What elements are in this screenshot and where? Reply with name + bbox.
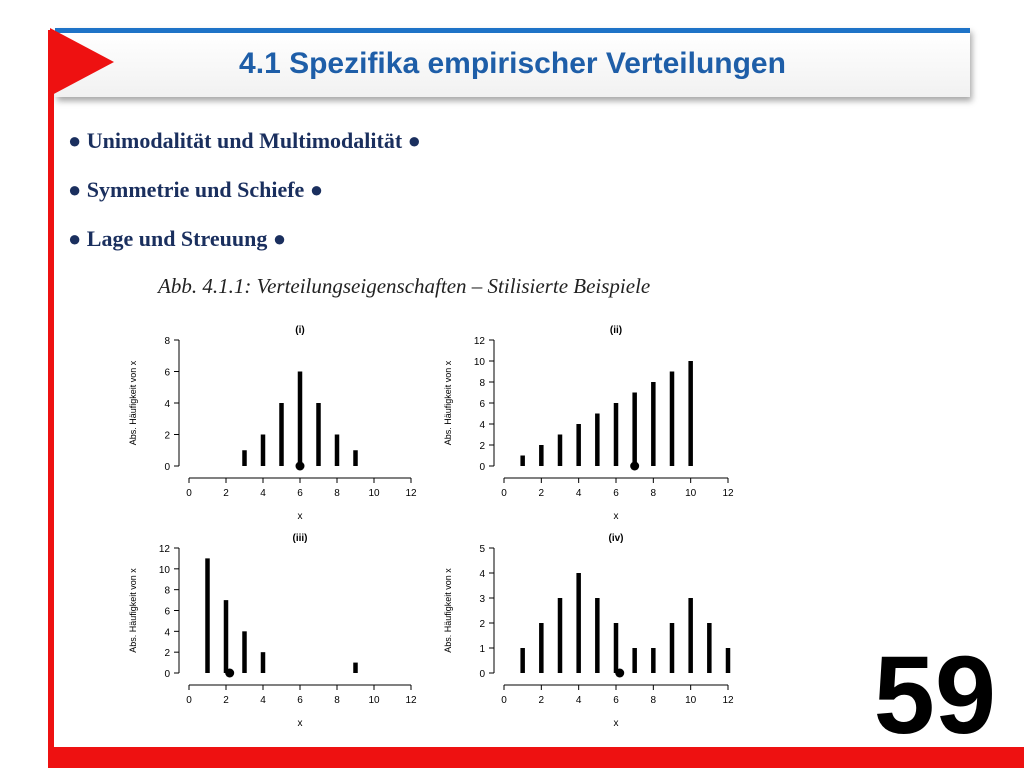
x-tick-label: 6 xyxy=(297,695,303,706)
marker-dot xyxy=(296,462,305,471)
x-axis-label: x xyxy=(297,718,303,729)
x-tick-label: 10 xyxy=(368,695,380,706)
x-tick-label: 0 xyxy=(186,488,192,499)
y-tick-label: 10 xyxy=(473,357,485,368)
y-tick-label: 12 xyxy=(158,544,170,555)
x-tick-label: 12 xyxy=(405,488,417,499)
x-tick-label: 6 xyxy=(297,488,303,499)
marker-dot xyxy=(630,462,639,471)
y-tick-label: 4 xyxy=(164,627,170,639)
x-tick-label: 10 xyxy=(685,695,697,706)
y-tick-label: 2 xyxy=(479,619,485,630)
chart-title: (iv) xyxy=(608,533,624,544)
chart-title: (iii) xyxy=(292,533,308,544)
y-tick-label: 5 xyxy=(479,544,485,555)
bullet-item: ● Symmetrie und Schiefe ● xyxy=(68,177,324,202)
x-tick-label: 0 xyxy=(186,695,192,706)
y-tick-label: 2 xyxy=(164,430,170,442)
bullet-item: ● Lage und Streuung ● xyxy=(68,226,287,251)
figure-caption: Abb. 4.1.1: Verteilungseigenschaften – Stilisierte Beispiele xyxy=(158,274,651,298)
y-tick-label: 2 xyxy=(479,441,485,452)
x-tick-label: 12 xyxy=(722,695,734,706)
y-tick-label: 0 xyxy=(164,669,170,680)
y-axis-label: Abs. Häufigkeit von x xyxy=(443,568,453,653)
x-tick-label: 0 xyxy=(501,488,507,499)
x-tick-label: 4 xyxy=(575,695,582,706)
x-tick-label: 12 xyxy=(722,488,734,499)
x-tick-label: 2 xyxy=(538,488,545,499)
y-axis-label: Abs. Häufigkeit von x xyxy=(128,568,138,653)
y-tick-label: 10 xyxy=(158,564,170,576)
page-number: 59 xyxy=(873,634,996,757)
y-tick-label: 12 xyxy=(473,336,485,347)
y-tick-label: 1 xyxy=(479,644,485,655)
y-tick-label: 4 xyxy=(479,569,485,580)
y-tick-label: 6 xyxy=(164,367,170,379)
marker-dot xyxy=(225,669,234,678)
y-tick-label: 8 xyxy=(479,378,485,389)
x-tick-label: 8 xyxy=(650,695,657,706)
marker-dot xyxy=(615,669,624,678)
y-tick-label: 6 xyxy=(164,606,170,618)
y-tick-label: 4 xyxy=(479,420,485,431)
bullet-item: ● Unimodalität und Multimodalität ● xyxy=(68,128,421,153)
x-tick-label: 0 xyxy=(501,695,507,706)
y-tick-label: 2 xyxy=(164,648,170,660)
x-tick-label: 4 xyxy=(260,488,266,499)
chart-title: (i) xyxy=(295,325,305,336)
y-tick-label: 0 xyxy=(479,669,485,680)
y-tick-label: 6 xyxy=(479,399,485,410)
x-axis-label: x xyxy=(613,718,619,729)
x-tick-label: 2 xyxy=(538,695,545,706)
x-axis-label: x xyxy=(613,511,619,522)
y-tick-label: 3 xyxy=(479,594,485,605)
x-tick-label: 6 xyxy=(613,695,619,706)
y-tick-label: 4 xyxy=(164,399,170,410)
y-axis-label: Abs. Häufigkeit von x xyxy=(128,360,138,446)
y-tick-label: 0 xyxy=(479,462,485,473)
y-tick-label: 0 xyxy=(164,462,170,473)
x-tick-label: 2 xyxy=(223,488,229,499)
x-tick-label: 8 xyxy=(334,488,340,499)
x-axis-label: x xyxy=(297,511,303,522)
x-tick-label: 8 xyxy=(334,695,340,706)
chart-title: (ii) xyxy=(609,325,623,336)
x-tick-label: 12 xyxy=(405,695,417,706)
slide-title: 4.1 Spezifika empirischer Verteilungen xyxy=(239,47,786,80)
x-tick-label: 6 xyxy=(613,488,619,499)
x-tick-label: 10 xyxy=(368,488,380,499)
x-tick-label: 8 xyxy=(650,488,657,499)
y-tick-label: 8 xyxy=(164,336,170,347)
x-tick-label: 10 xyxy=(685,488,697,499)
y-tick-label: 8 xyxy=(164,585,170,597)
x-tick-label: 4 xyxy=(260,695,266,706)
x-tick-label: 2 xyxy=(223,695,229,706)
x-tick-label: 4 xyxy=(575,488,582,499)
y-axis-label: Abs. Häufigkeit von x xyxy=(443,360,453,446)
